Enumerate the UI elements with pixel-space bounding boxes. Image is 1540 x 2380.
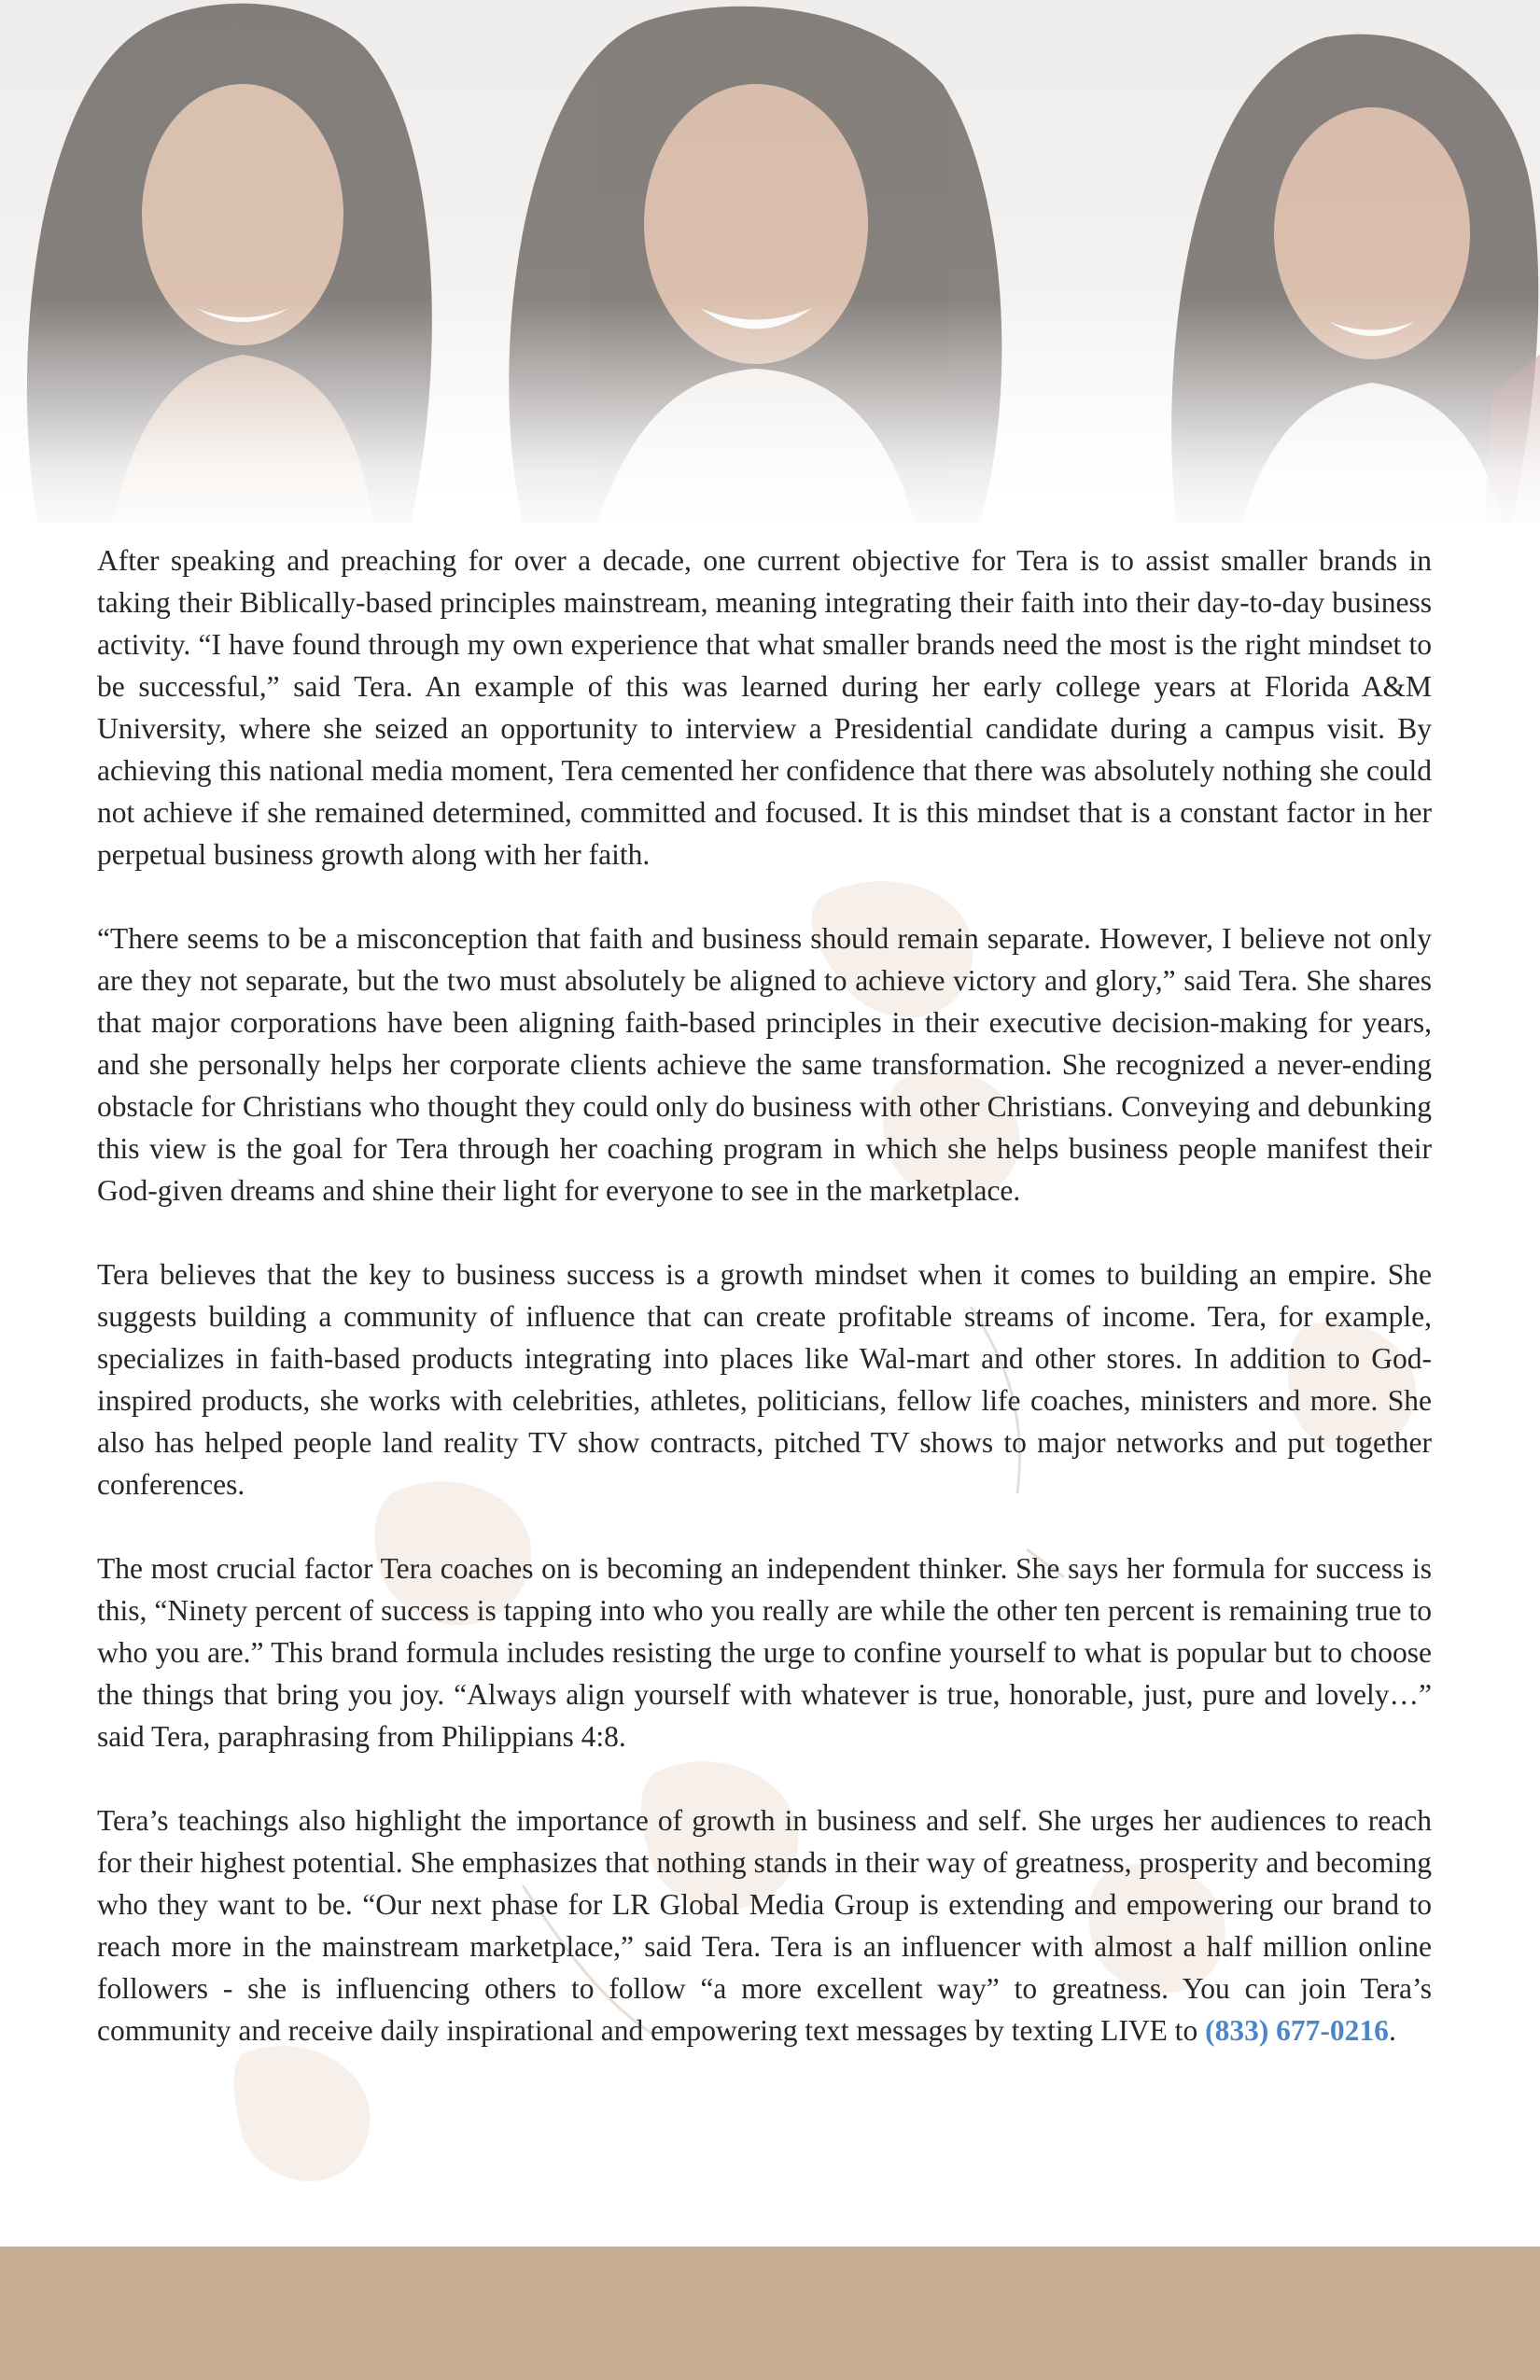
article-body: [97, 539, 1432, 2051]
paragraph-1: After speaking and preaching for over a decade, one current objective for Tera is to assist smaller brands in taking their Biblically-based principles mainstream, meaning integrating their faith into their day-to-day business activity. “I have found through my own experience that what smaller brands need the most is the right mindset to be successful,” said Tera. An example of this was learned during her early college years at Florida A&M University, where she seized an opportunity to interview a Presidential candidate during a campus visit. By achieving this national media moment, Tera cemented her confidence that there was absolutely nothing she could not achieve if she remained determined, committed and focused. It is this mindset that is a constant factor in her perpetual business growth along with her faith.: [97, 544, 1432, 871]
header-photo: [0, 0, 1540, 523]
paragraph-2: “There seems to be a misconception that faith and business should remain separate. However, I believe not only are they not separate, but the two must absolutely be aligned to achieve victory and glory,” said Tera. She shares that major corporations have been aligning faith-based principles in their executive decision-making for years, and she personally helps her corporate clients achieve the same transformation. She recognized a never-ending obstacle for Christians who thought they could only do business with other Christians. Conveying and debunking this view is the goal for Tera through her coaching program in which she helps business people manifest their God-given dreams and shine their light for everyone to see in the marketplace.: [97, 922, 1432, 1207]
paragraph-3: Tera believes that the key to business success is a growth mindset when it comes to building an empire. She suggests building a community of influence that can create profitable streams of income. Tera, for example, specializes in faith-based products integrating into places like Wal-mart and other stores. In addition to God-inspired products, she works with celebrities, athletes, politicians, fellow life coaches, ministers and more. She also has helped people land reality TV show contracts, pitched TV shows to major networks and put together conferences.: [97, 1258, 1432, 1501]
paragraph-4: The most crucial factor Tera coaches on is becoming an independent thinker. She says her formula for success is this, “Ninety percent of success is tapping into who you really are while the other ten percent is remaining true to who you are.” This brand formula includes resisting the urge to confine yourself to what is popular but to choose the things that bring you joy. “Always align yourself with whatever is true, honorable, just, pure and lovely…” said Tera, paraphrasing from Philippians 4:8.: [97, 1552, 1432, 1753]
phone-number-link[interactable]: (833) 677-0216: [1205, 2014, 1389, 2047]
photo-fade-overlay: [0, 299, 1540, 523]
footer-band: [0, 2247, 1540, 2380]
paragraph-5-end: .: [1388, 2014, 1396, 2047]
paragraph-5-text: Tera’s teachings also highlight the importance of growth in business and self. She urges her audiences to reach for their highest potential. She emphasizes that nothing stands in their way of greatness, prosperity and becoming who they want to be. “Our next phase for LR Global Media Group is extending and empowering our brand to reach more in the mainstream marketplace,” said Tera. Tera is an influencer with almost a half million online followers - she is influencing others to follow “a more excellent way” to greatness. You can join Tera’s community and receive daily inspirational and empowering text messages by texting LIVE to: [97, 1804, 1432, 2047]
paragraph-5: [97, 1799, 1432, 2051]
